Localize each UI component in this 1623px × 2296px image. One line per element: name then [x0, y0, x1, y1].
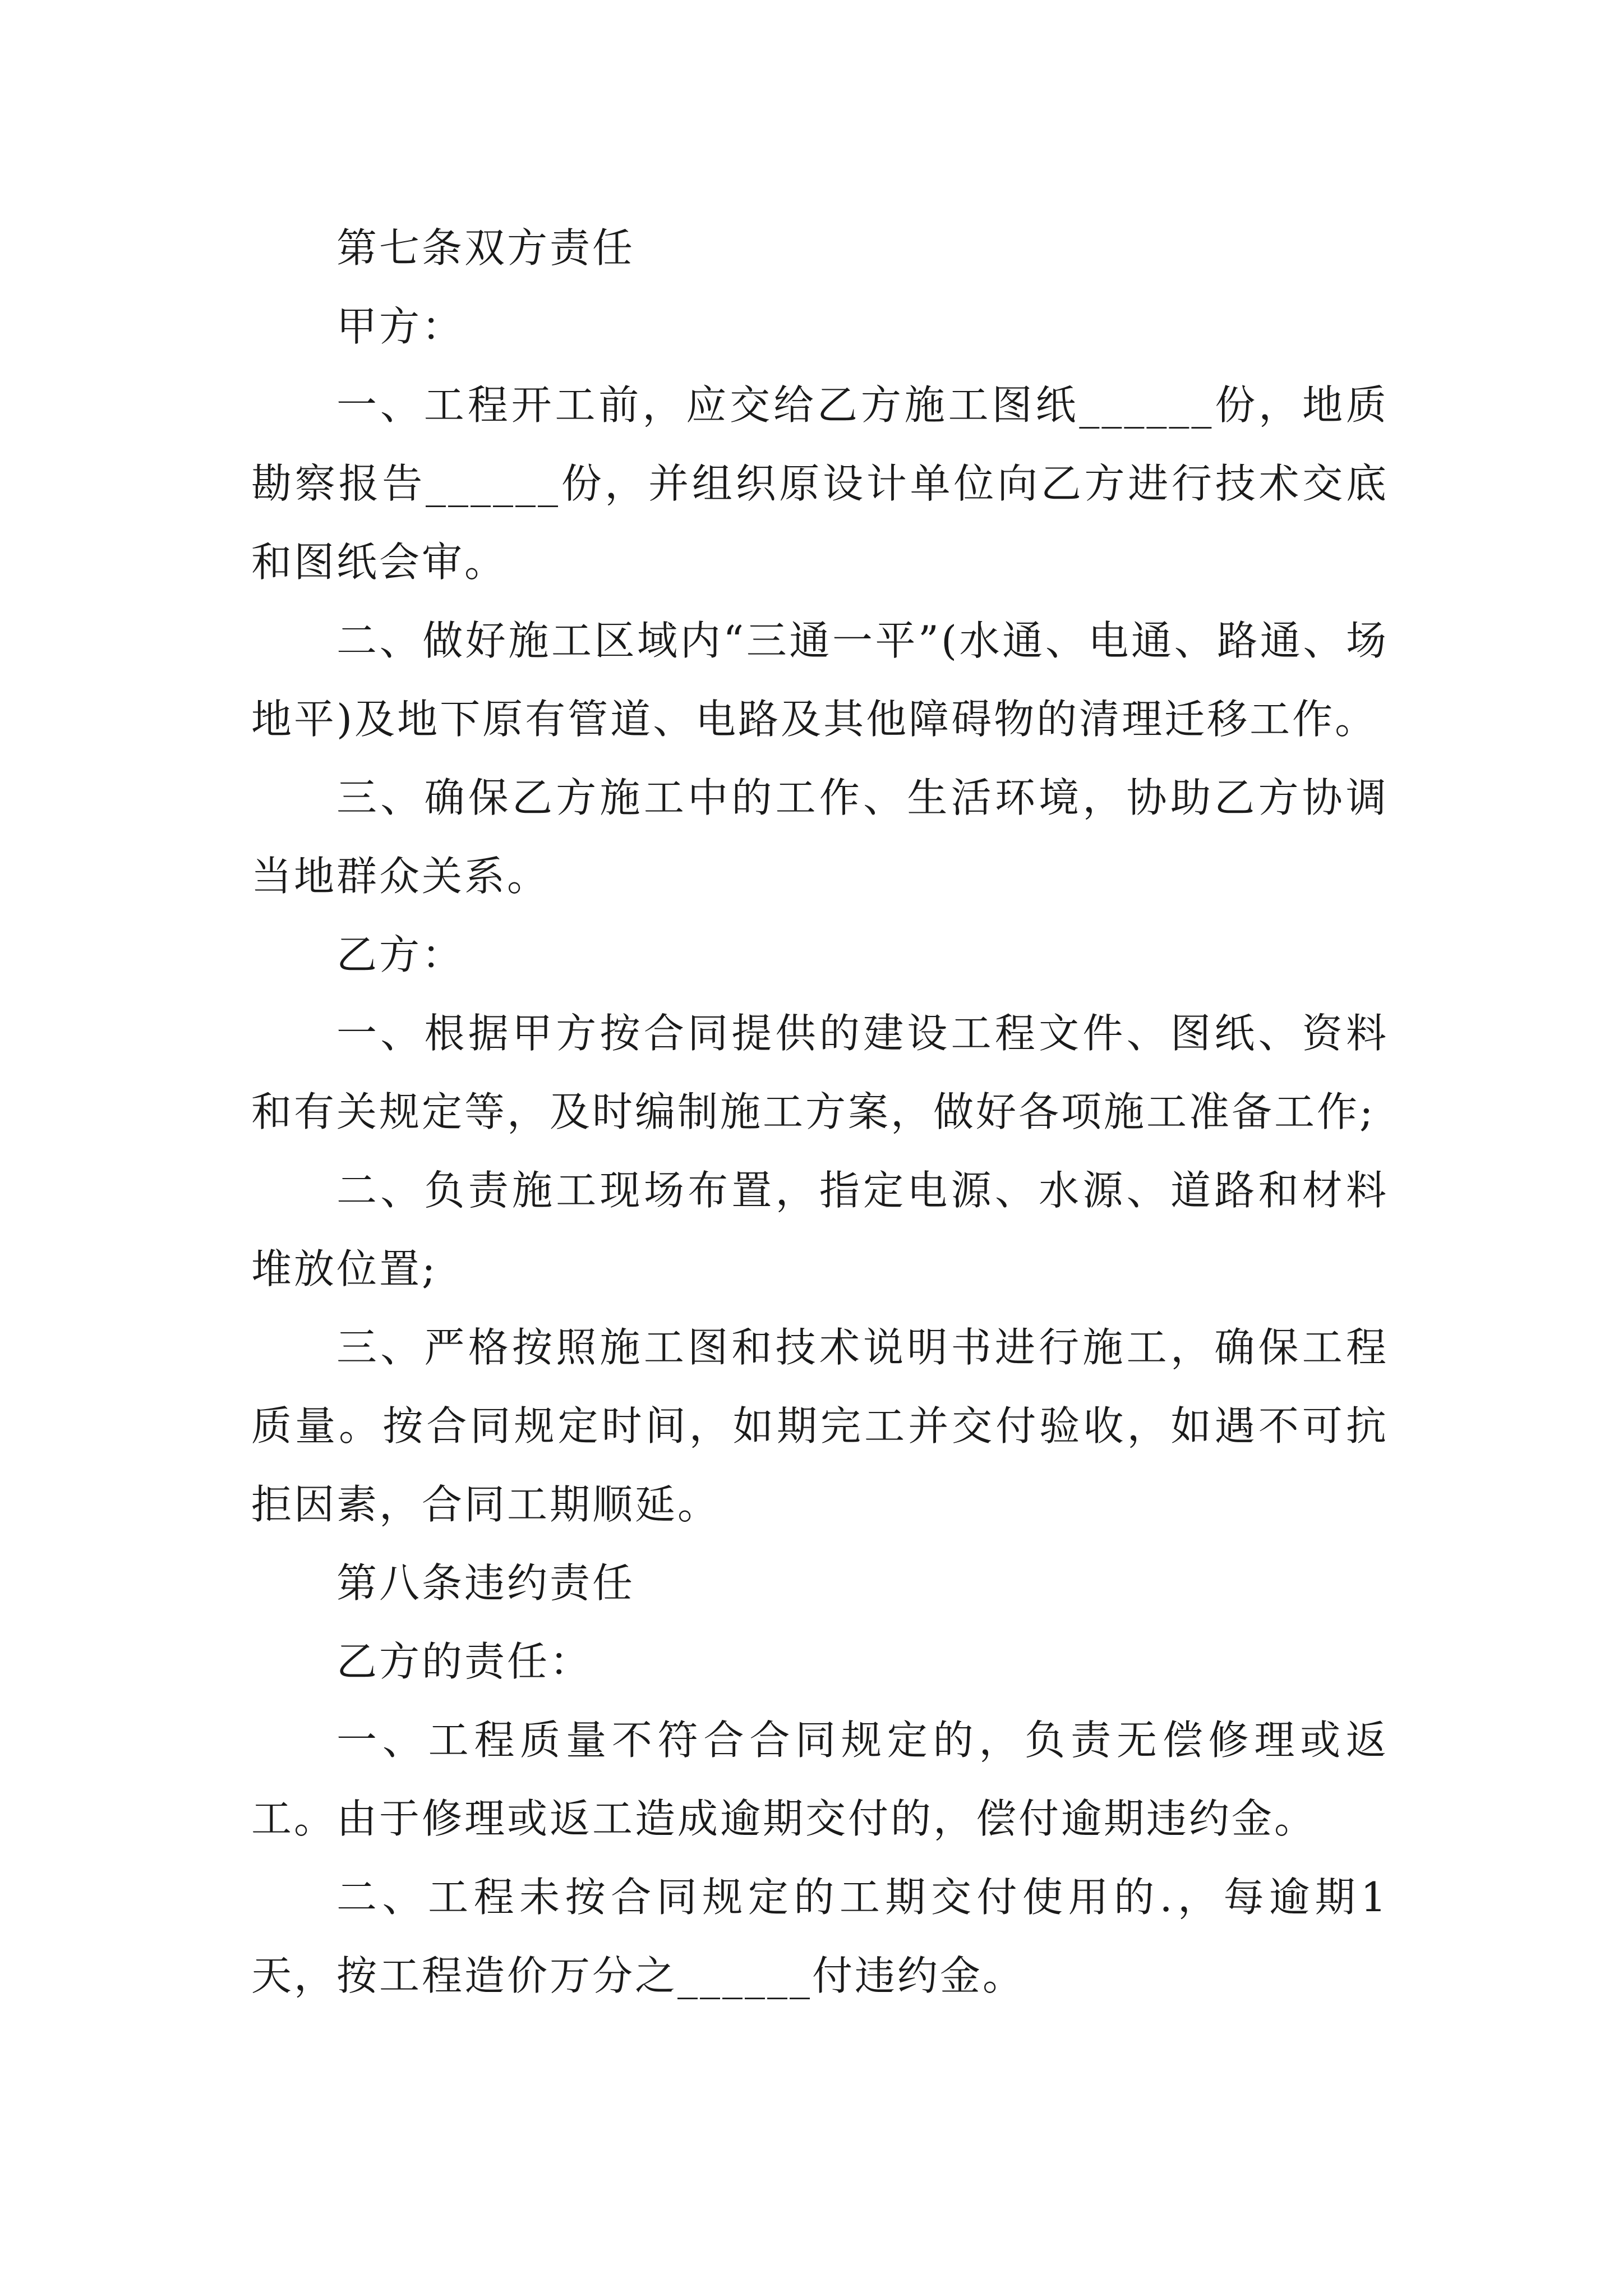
party-b-liability-heading: 乙方的责任： — [336, 1638, 593, 1685]
party-a-heading: 甲方： — [336, 303, 465, 350]
liability-clause-2: 二、工程未按合同规定的工期交付使用的.，每逾期1天，按工程造价万分之______付违约金。 — [251, 1874, 1389, 1999]
party-b-clause-3: 三、严格按照施工图和技术说明书进行施工，确保工程质量。按合同规定时间，如期完工并交付验收，如遇不可抗拒因素，合同工期顺延。 — [251, 1324, 1389, 1528]
liability-clause-1: 一、工程质量不符合合同规定的，负责无偿修理或返工。由于修理或返工造成逾期交付的，偿付逾期违约金。 — [251, 1717, 1389, 1842]
article-7-heading: 第七条双方责任 — [336, 224, 635, 272]
party-b-clause-1: 一、根据甲方按合同提供的建设工程文件、图纸、资料和有关规定等，及时编制施工方案，做好各项施工准备工作; — [251, 1010, 1389, 1135]
party-a-clause-1: 一、工程开工前，应交给乙方施工图纸______份，地质勘察报告______份，并组织原设计单位向乙方进行技术交底和图纸会审。 — [251, 381, 1389, 586]
document-body — [251, 209, 1389, 2015]
party-a-clause-3: 三、确保乙方施工中的工作、生活环境，协助乙方协调当地群众关系。 — [251, 774, 1389, 900]
party-a-clause-2: 二、做好施工区域内“三通一平”(水通、电通、路通、场地平)及地下原有管道、电路及其他障碍物的清理迁移工作。 — [251, 617, 1389, 743]
article-8-heading: 第八条违约责任 — [336, 1559, 635, 1607]
party-b-heading: 乙方： — [336, 931, 465, 978]
party-b-clause-2: 二、负责施工现场布置，指定电源、水源、道路和材料堆放位置; — [251, 1167, 1389, 1292]
